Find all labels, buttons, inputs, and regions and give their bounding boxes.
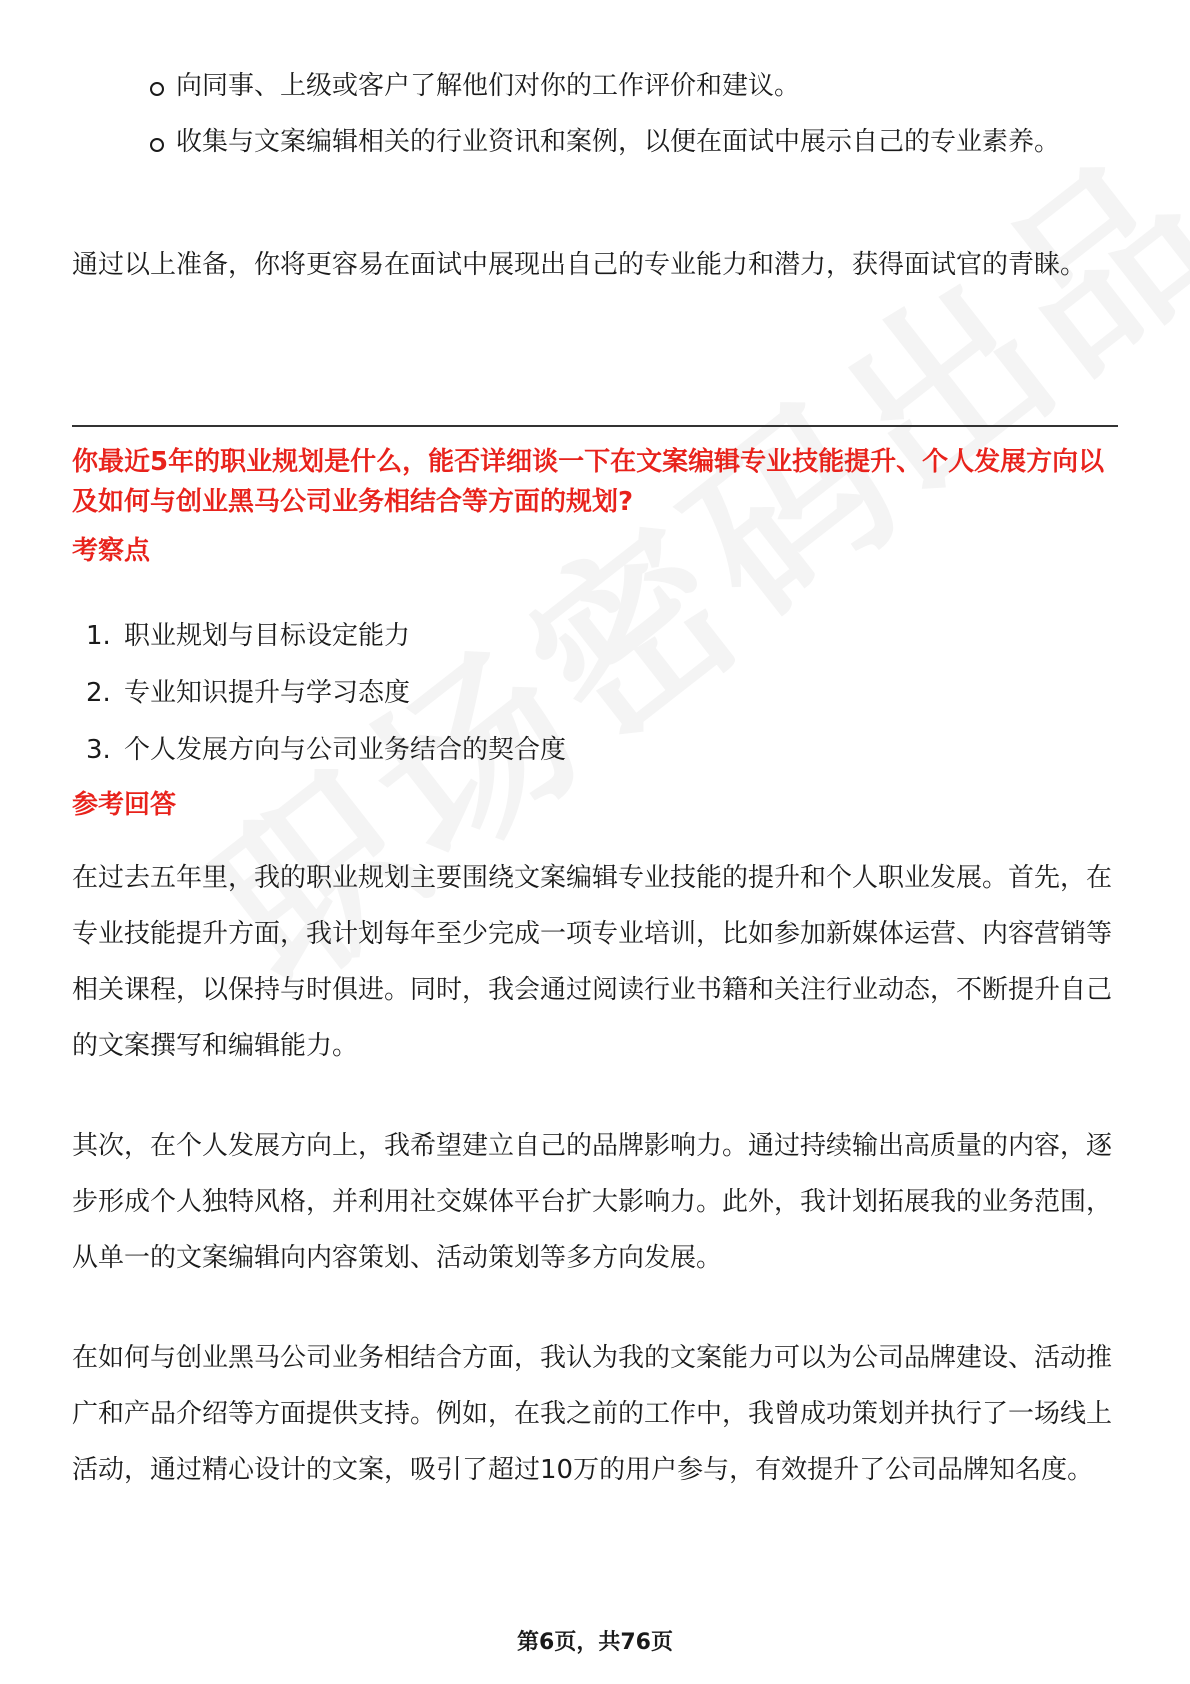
sub-bullet-item: 收集与文案编辑相关的行业资讯和案例，以便在面试中展示自己的专业素养。 <box>148 114 1108 170</box>
focus-heading: 考察点 <box>72 536 151 566</box>
summary-paragraph: 通过以上准备，你将更容易在面试中展现出自己的专业能力和潜力，获得面试官的青睐。 <box>72 250 1087 280</box>
interview-question: 你最近5年的职业规划是什么，能否详细谈一下在文案编辑专业技能提升、个人发展方向以及如何与创业黑马公司业务相结合等方面的规划? <box>72 447 1105 517</box>
answer-heading: 参考回答 <box>72 790 177 820</box>
answer-paragraph: 在如何与创业黑马公司业务相结合方面，我认为我的文案能力可以为公司品牌建设、活动推广和产品介绍等方面提供支持。例如，在我之前的工作中，我曾成功策划并执行了一场线上活动，通过精心设计的文案，吸引了超过10万的用户参与，有效提升了公司品牌知名度。 <box>72 1343 1113 1485</box>
focus-point-text: 职业规划与目标设定能力 <box>124 621 411 651</box>
focus-point-item <box>86 608 566 665</box>
focus-point-text: 专业知识提升与学习态度 <box>124 678 411 708</box>
sub-bullet-item: 向同事、上级或客户了解他们对你的工作评价和建议。 <box>148 58 1108 114</box>
answer-paragraph: 其次，在个人发展方向上，我希望建立自己的品牌影响力。通过持续输出高质量的内容，逐步形成个人独特风格，并利用社交媒体平台扩大影响力。此外，我计划拓展我的业务范围，从单一的文案编辑向内容策划、活动策划等多方向发展。 <box>72 1131 1113 1273</box>
focus-point-number: 1. <box>86 621 111 651</box>
sub-bullet-list <box>148 58 1108 170</box>
focus-point-item <box>86 665 566 722</box>
focus-point-item <box>86 722 566 779</box>
focus-point-text: 个人发展方向与公司业务结合的契合度 <box>124 735 567 765</box>
page-number-footer: 第6页，共76页 <box>517 1630 673 1655</box>
focus-point-list <box>86 608 566 779</box>
focus-point-number: 2. <box>86 678 111 708</box>
focus-point-number: 3. <box>86 735 111 765</box>
section-divider <box>72 425 1118 427</box>
answer-paragraph: 在过去五年里，我的职业规划主要围绕文案编辑专业技能的提升和个人职业发展。首先，在专业技能提升方面，我计划每年至少完成一项专业培训，比如参加新媒体运营、内容营销等相关课程，以保持与时俱进。同时，我会通过阅读行业书籍和关注行业动态，不断提升自己的文案撰写和编辑能力。 <box>72 863 1113 1061</box>
